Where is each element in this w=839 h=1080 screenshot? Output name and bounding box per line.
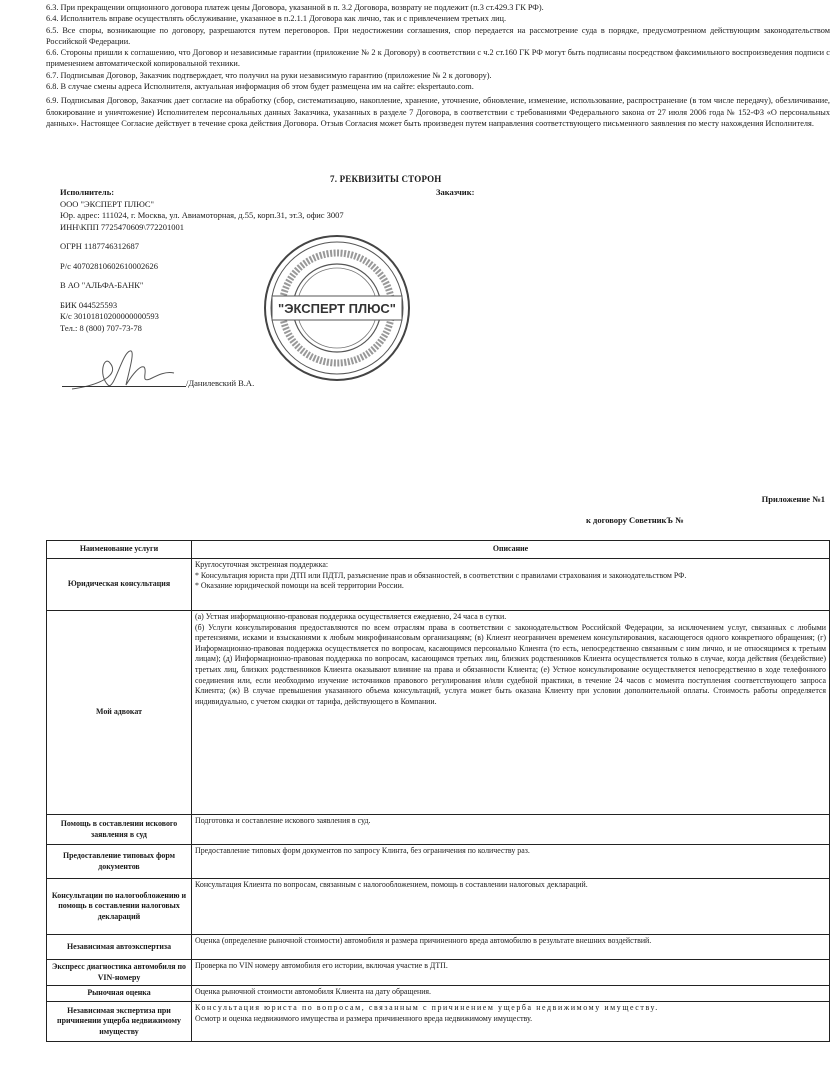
executor-name: ООО "ЭКСПЕРТ ПЛЮС"	[60, 198, 155, 209]
table-row	[47, 1002, 830, 1042]
customer-label: Заказчик:	[436, 187, 475, 197]
executor-phone: Тел.: 8 (800) 707-73-78	[60, 322, 142, 333]
company-stamp	[262, 233, 412, 383]
table-row	[47, 986, 830, 1002]
services-table	[46, 540, 830, 1042]
service-description: Подготовка и составление искового заявления в суд.	[192, 815, 830, 845]
service-name: Помощь в составлении искового заявления в суд	[47, 815, 192, 845]
service-description: Круглосуточная экстренная поддержка: * Консультация юриста при ДТП или ПДТЛ, разъяснение прав и обязанностей, в соответствии с правилами страхования и законодательством РФ. * Оказание юридической помощи на всей территории России.	[192, 559, 830, 611]
clause-6-4: 6.4. Исполнитель вправе осуществлять обслуживание, указанное в п.2.1.1 Договора как лично, так и с привлечением третьих лиц.	[46, 14, 507, 24]
table-row	[47, 815, 830, 845]
header-description: Описание	[192, 541, 830, 559]
clause-6-3: 6.3. При прекращении опционного договора платеж цены Договора, указанной в п. 3.2 Договора, возврату не подлежит (п.3 ст.429.3 ГК РФ).	[46, 3, 544, 12]
table-row	[47, 611, 830, 815]
handwritten-signature	[70, 345, 180, 395]
table-header-row	[47, 541, 830, 559]
executor-address: Юр. адрес: 111024, г. Москва, ул. Авиамоторная, д.55, корп.31, эт.3, офис 3007	[60, 210, 344, 220]
table-row	[47, 879, 830, 935]
table-row	[47, 960, 830, 986]
clause-6-7: 6.7. Подписывая Договор, Заказчик подтверждает, что получил на руки независимую гарантию (приложение № 2 к договору).	[46, 70, 492, 80]
service-description: Проверка по VIN номеру автомобиля его истории, включая участие в ДТП.	[192, 960, 830, 986]
executor-ogrn: ОГРН 1187746312687	[60, 241, 139, 251]
service-name: Независимая экспертиза при причинении ущерба недвижимому имуществу	[47, 1002, 192, 1042]
table-row	[47, 559, 830, 611]
service-name: Независимая автоэкспертиза	[47, 935, 192, 960]
header-service-name: Наименование услуги	[47, 541, 192, 559]
executor-inn: ИНН\КПП 7725470609\772201001	[60, 221, 184, 232]
service-name: Мой адвокат	[47, 611, 192, 815]
service-name: Экспресс диагностика автомобиля по VIN-номеру	[47, 960, 192, 986]
table-row	[47, 935, 830, 960]
service-description: Консультация юриста по вопросам, связанным с причинением ущерба недвижимому имуществу. Осмотр и оценка недвижимого имущества и размера причиненного вреда недвижимому имуществу.	[192, 1002, 830, 1042]
service-description: Оценка рыночной стоимости автомобиля Клиента на дату обращения.	[192, 986, 830, 1002]
service-name: Юридическая консультация	[47, 559, 192, 611]
appendix-label: Приложение №1	[761, 494, 825, 504]
executor-bank: В АО "АЛЬФА-БАНК"	[60, 280, 144, 290]
section-title: 7. РЕКВИЗИТЫ СТОРОН	[330, 174, 442, 184]
contract-clauses	[46, 2, 830, 129]
clause-6-6: 6.6. Стороны пришли к соглашению, что Договор и независимые гарантии (приложение № 2 к Договору) в соответствии с ч.2 ст.160 ГК РФ могут быть подписаны посредством факсимильного воспроизведения подписи с применением автоматической копировальной техники.	[46, 48, 830, 69]
clause-6-5: 6.5. Все споры, возникающие по договору, разрешаются путем переговоров. При недостижении соглашения, спор передается на рассмотрение суда в порядке, предусмотренном действующим законодательством Российской Федерации.	[46, 25, 830, 46]
stamp-text: "ЭКСПЕРТ ПЛЮС"	[278, 301, 396, 316]
service-name: Предоставление типовых форм документов	[47, 845, 192, 879]
service-name: Рыночная оценка	[47, 986, 192, 1002]
clause-6-9: 6.9. Подписывая Договор, Заказчик дает согласие на обработку (сбор, систематизацию, накопление, хранение, уточнение, обновление, изменение, использование, распространение (в том числе передачу), обезличивание, блокирование и уничтожение) Исполнителем персональных данных Заказчика, указанных в разделе 7 Договора, в соответствии с требованиями Федерального закона от 27 июля 2006 года № 152-ФЗ «О персональных данных». Настоящее Согласие действует в течение срока действия Договора. Отзыв Согласия может быть произведен путем направления соответствующего письменного заявления по месту нахождения Исполнителя.	[46, 96, 830, 128]
service-description: Консультация Клиента по вопросам, связанным с налогообложением, помощь в составлении налоговых деклараций.	[192, 879, 830, 935]
signer-name: /Данилевский В.А.	[186, 378, 255, 388]
executor-bik: БИК 044525593	[60, 299, 118, 310]
contract-reference: к договору СоветникЪ №	[586, 515, 684, 525]
signature-line	[62, 386, 186, 387]
executor-account: Р/с 40702810602610002626	[60, 260, 158, 271]
service-description: (а) Устная информационно-правовая поддержка осуществляется ежедневно, 24 часа в сутки. (б) Услуги консультирования предоставляются по всем отраслям права в соответствии с законодательством Российской Федерации, за исключением услуг, связанных с любыми претензиями, исками и взысканиями к любым микрофинансовым организациям; (в) Клиент неограничен временем консультирования, касающегося одного конкретного обращения; (г) Информационно-правовая поддержка осуществляется по вопросам, касающимся персонально Клиента (то есть, непосредственно связанным с ним лично, и не относящимся к третьим лицам); (д) Информационно-правовая поддержка по вопросам, касающимся третьих лиц, близких родственников Клиента осуществляется только в случае, когда действия (бездействие) третьих лиц, близких родственников Клиента оказывают влияние на права и обязанности Клиента; (е) Устное консультирование осуществляется непосредственно в ходе телефонного соединения или, если необходимо изучение источников правового регулирования и/или судебной практики, в течение 24 часов с момента поступления соответствующего запроса Клиента; (ж) В случае превышения указанного объема консультаций, услуга может быть оказана Клиенту при условии дополнительной оплаты. Стоимость работы определяется индивидуально, с учетом скидки от тарифа, действующего в Компании.	[192, 611, 830, 815]
service-description: Предоставление типовых форм документов по запросу Клинта, без ограничения по количеству раз.	[192, 845, 830, 879]
executor-label: Исполнитель:	[60, 187, 115, 197]
service-name: Консультации по налогообложению и помощь в составлении налоговых деклараций	[47, 879, 192, 935]
table-row	[47, 845, 830, 879]
service-description: Оценка (определение рыночной стоимости) автомобиля и размера причиненного вреда автомобилю в результате внешних воздействий.	[192, 935, 830, 960]
executor-corr: К/с 30101810200000000593	[60, 311, 159, 321]
clause-6-8: 6.8. В случае смены адреса Исполнителя, актуальная информация об этом будет размещена им на сайте: ekspertauto.com.	[46, 82, 474, 92]
